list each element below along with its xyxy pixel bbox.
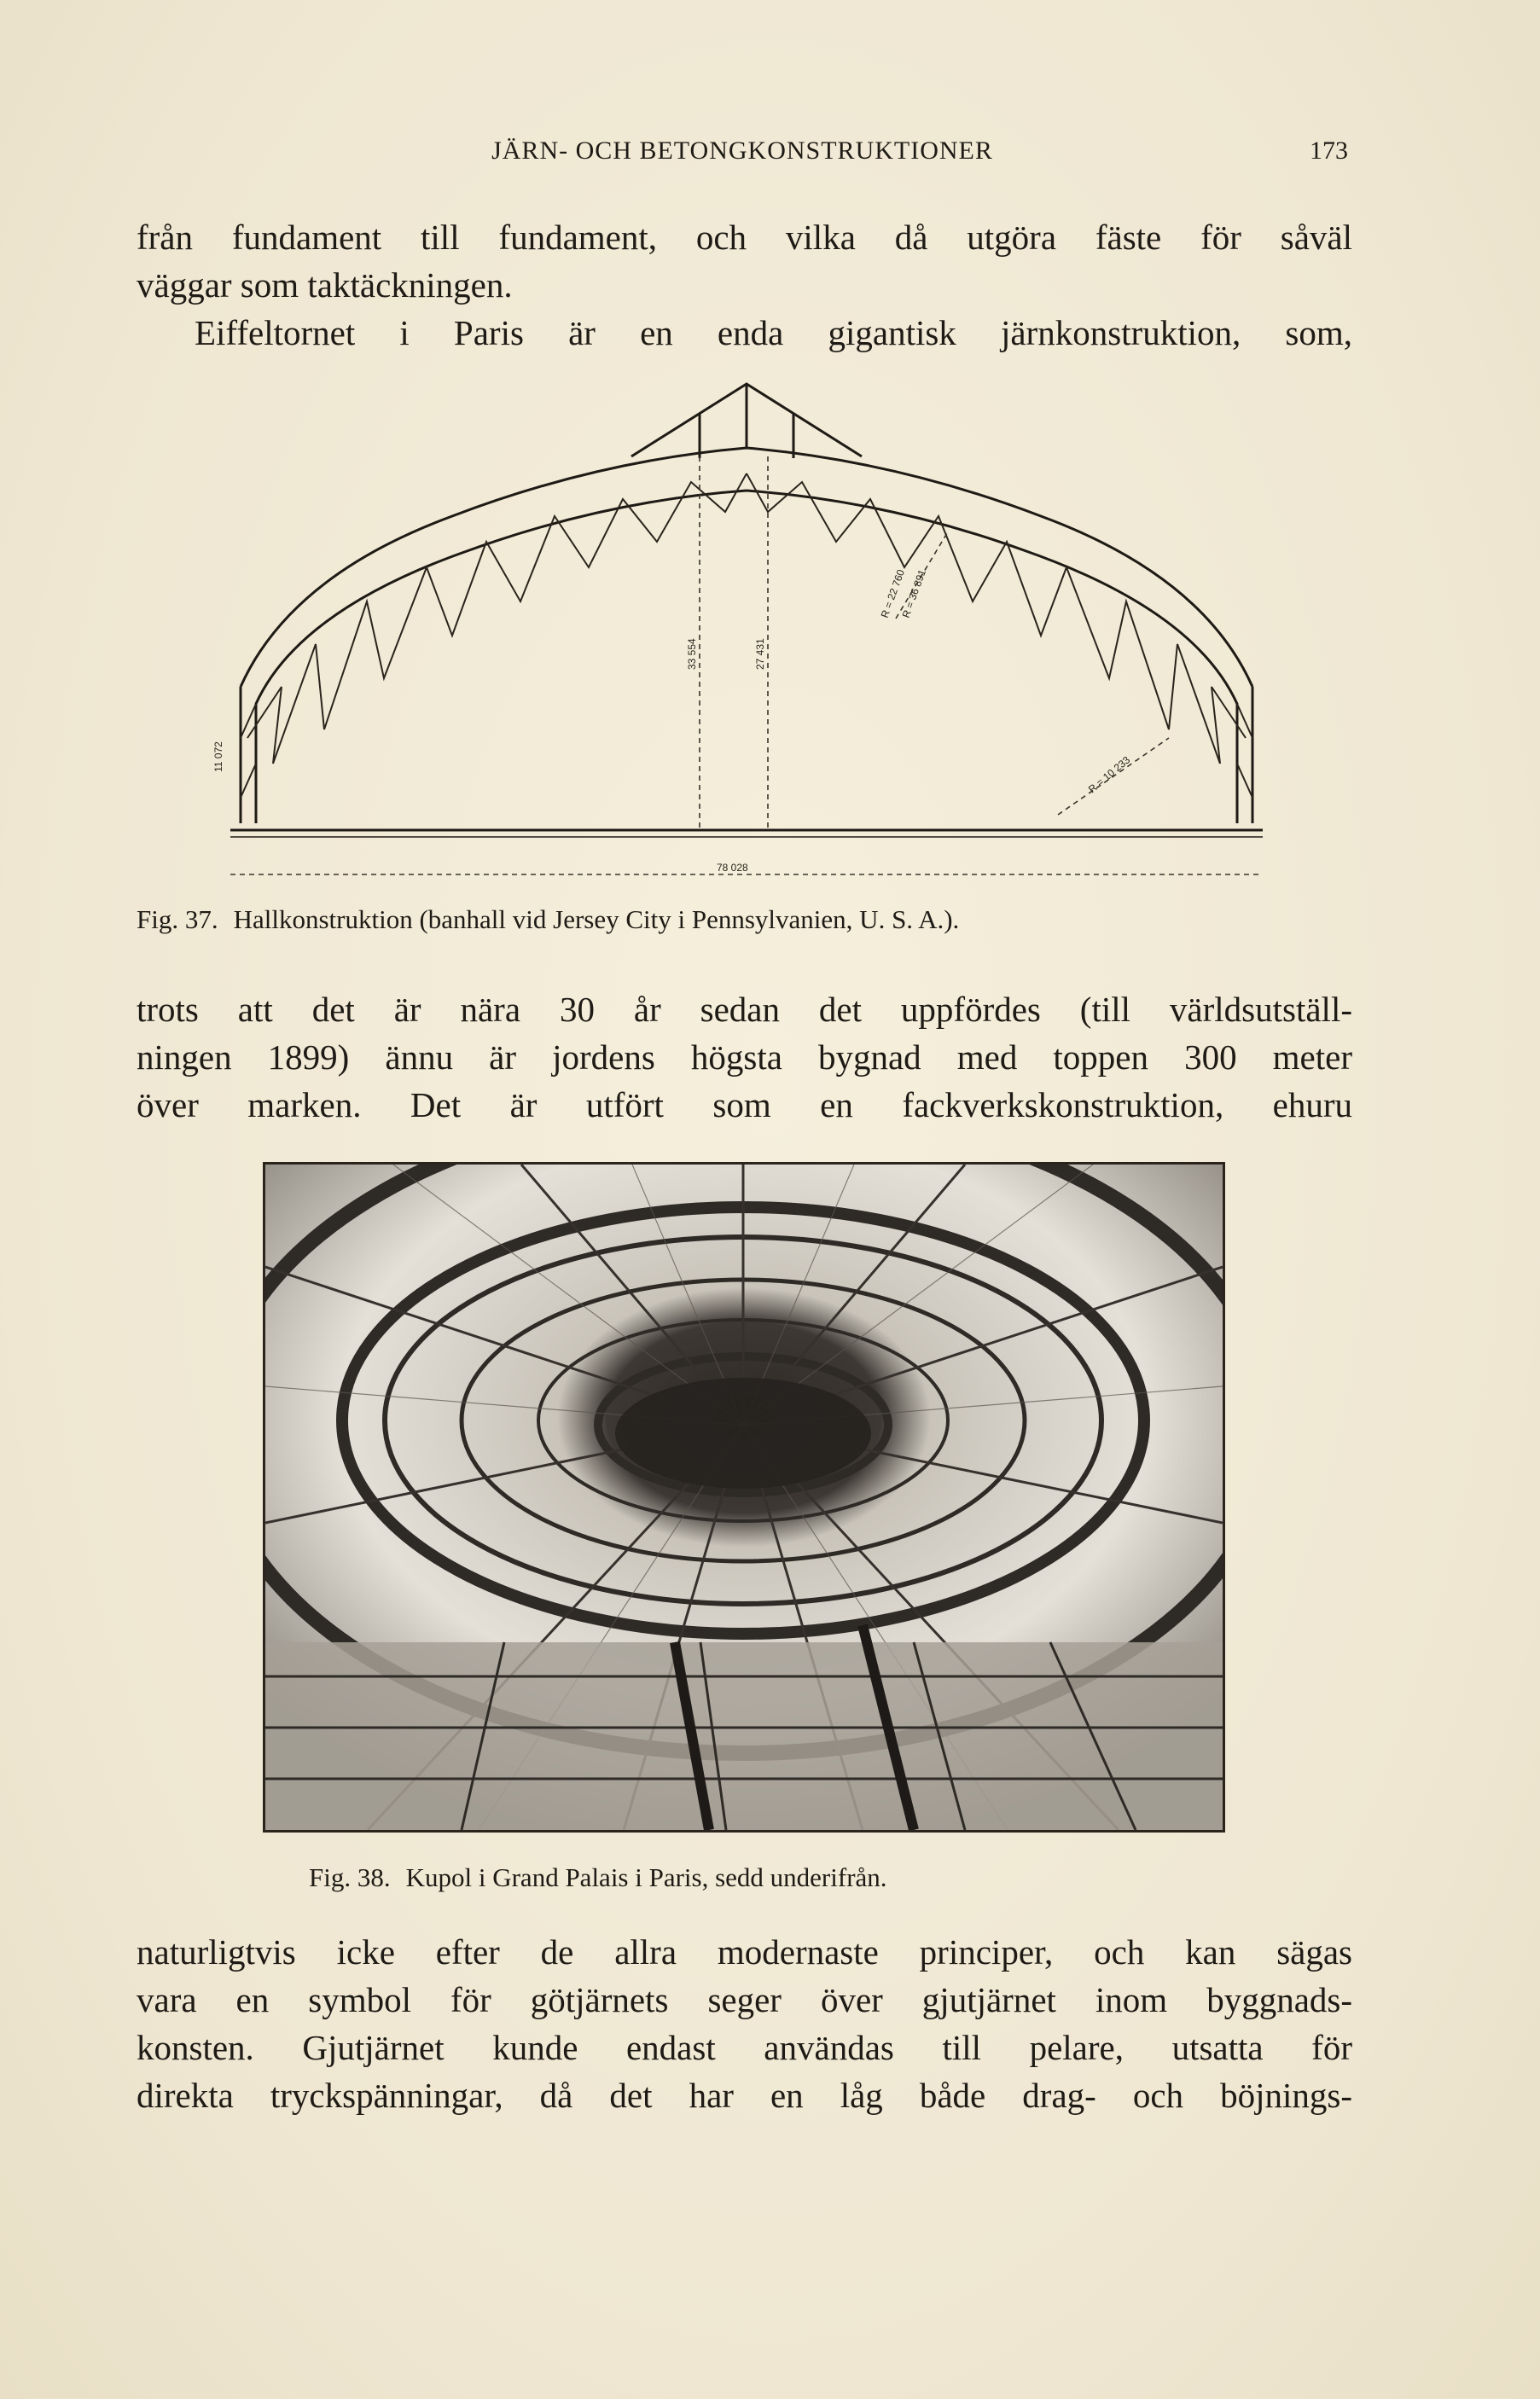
paragraph-1: [137, 213, 1352, 309]
paragraph-2: [137, 309, 1352, 357]
figure-37-truss-diagram: [196, 363, 1297, 909]
running-title: JÄRN- OCH BETONGKONSTRUKTIONER: [491, 137, 993, 165]
truss-drawing: [196, 363, 1297, 909]
text-line: trots att det är nära 30 år sedan det uppfördes (till världsutställ-: [137, 990, 1352, 1029]
paragraph-4: [137, 1928, 1352, 2119]
dim-radius-2: R = 36 891: [899, 567, 929, 620]
text-line: naturligtvis icke efter de allra modernaste principer, och kan sägas: [137, 1932, 1352, 1972]
running-head: [137, 137, 1348, 179]
text-line: över marken. Det är utfört som en fackverkskonstruktion, ehuru: [137, 1085, 1352, 1124]
page-number: 173: [1310, 137, 1348, 165]
truss-outer-chord: [241, 448, 1252, 687]
caption-text: Kupol i Grand Palais i Paris, sedd underifrån.: [405, 1862, 887, 1892]
dim-side: 11 072: [212, 741, 224, 772]
dome-photo-drawing: [265, 1165, 1223, 1830]
text-line: väggar som taktäckningen.: [137, 265, 513, 305]
dim-span: 78 028: [717, 862, 748, 874]
paragraph-3: [137, 985, 1352, 1129]
text-line: ningen 1899) ännu är jordens högsta bygnad med toppen 300 meter: [137, 1037, 1352, 1077]
dim-h2: 27 431: [754, 638, 766, 670]
dim-radius-3: R = 10 233: [1085, 753, 1133, 796]
text-line: direkta tryckspänningar, då det har en låg både drag- och böjnings-: [137, 2076, 1352, 2115]
dim-radius-1: R = 22 760: [878, 567, 908, 620]
text-line: konsten. Gjutjärnet kunde endast användas till pelare, utsatta för: [137, 2028, 1352, 2067]
truss-inner-chord: [256, 491, 1237, 823]
caption-label: Fig. 37.: [137, 904, 218, 934]
figure-38-dome-photo: [263, 1162, 1225, 1833]
figure-38-caption: [309, 1862, 887, 1893]
figure-37-caption: [137, 904, 959, 935]
caption-text: Hallkonstruktion (banhall vid Jersey City i Pennsylvanien, U. S. A.).: [233, 904, 960, 934]
dim-h1: 33 554: [686, 638, 698, 670]
text-line: Eiffeltornet i Paris är en enda gigantisk järnkonstruktion, som,: [195, 313, 1352, 352]
text-line: från fundament till fundament, och vilka då utgöra fäste för såväl: [137, 218, 1352, 257]
caption-label: Fig. 38.: [309, 1862, 391, 1892]
text-line: vara en symbol för götjärnets seger över gjutjärnet inom byggnads-: [137, 1980, 1352, 2019]
